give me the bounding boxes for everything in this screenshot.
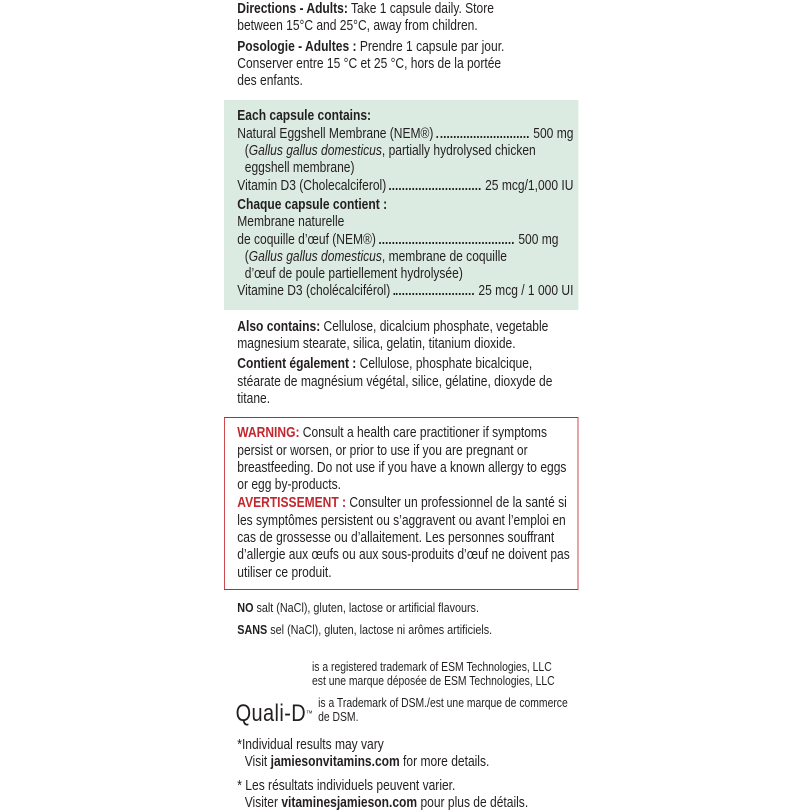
ingredient-amount: 25 mcg/1,000 IU (485, 177, 574, 194)
free-fr-label: SANS (237, 621, 268, 637)
footnote-en: *Individual results may vary (237, 736, 384, 753)
free-en-text: salt (NaCl), gluten, lactose or artificial flavours. (256, 599, 479, 615)
label-panel (224, 0, 578, 812)
quali-d-logo-text: Quali-D (235, 699, 307, 727)
directions-en-label: Directions - Adults: (237, 1, 348, 17)
also-en-text: Cellulose, dicalcium phosphate, vegetable magnesium stearate, silica, gelatin, titanium dioxide. (237, 318, 549, 353)
ingredient-source: (Gallus gallus domesticus, membrane de coquille d’œuf de poule partiellement hydrolysée) (244, 248, 508, 283)
free-en-label: NO (237, 599, 254, 615)
also-fr-text: Cellulose, phosphate bicalcique, stéarate de magnésium végétal, silice, gélatine, dioxyde de titane. (237, 356, 553, 407)
quali-d-text: is a Trademark of DSM./est une marque de commerce de DSM. (318, 695, 568, 724)
ingredient-name: Vitamin D3 (Cholecalciferol) (237, 177, 387, 194)
more-text: for more details. (403, 754, 490, 771)
source-desc: , membrane de coquille d’œuf de poule partiellement hydrolysée) (244, 248, 508, 283)
ingredient-name: Vitamine D3 (cholécalciférol) (237, 283, 391, 300)
directions (224, 0, 578, 90)
warning-fr-text: Consulter un professionnel de la santé si les symptômes persistent ou s’aggravent ou avant l’emploi en cas de grossesse ou d’allaitement. Les personnes souffrant d’allergie aux œufs ou aux sous-produits d’œuf ne doivent pas utiliser ce produit. (237, 495, 570, 581)
directions-fr-label: Posologie - Adultes : (237, 38, 357, 55)
website-link-fr[interactable]: vitaminesjamieson.com (281, 794, 418, 811)
ingredient-row (237, 232, 573, 249)
warning-fr-label: AVERTISSEMENT : (237, 495, 347, 512)
visit-text: Visiter (244, 794, 278, 811)
quali-d-logo (236, 701, 313, 727)
ingredient-source: (Gallus gallus domesticus, partially hydrolysed chicken eggshell membrane) (244, 143, 536, 177)
footnotes (224, 737, 578, 812)
directions-fr-text: Prendre 1 capsule par jour. Conserver entre 15 °C et 25 °C, hors de la portée des enfants. (237, 38, 505, 90)
directions-en-text: Take 1 capsule daily. Store between 15°C and 25°C, away from children. (237, 1, 494, 35)
ingredient-amount: 500 mg (518, 231, 559, 248)
ingredient-name: Membrane naturelle (237, 214, 345, 231)
source-latin: Gallus gallus domesticus (248, 143, 382, 160)
visit-text: Visit (244, 754, 268, 771)
dot-leader (394, 293, 474, 295)
ingredient-row (237, 178, 573, 195)
ingredient-name: de coquille d’œuf (NEM®) (237, 231, 376, 248)
ingredient-row (237, 126, 573, 143)
website-link-en[interactable]: jamiesonvitamins.com (270, 754, 400, 771)
ingredients-box (224, 100, 578, 309)
dot-leader (437, 136, 529, 138)
also-en-label: Also contains: (237, 318, 321, 335)
free-fr-text: sel (NaCl), gluten, lactose ni arômes artificiels. (270, 621, 493, 637)
nem-trademark-en: is a registered trademark of ESM Technologies, LLC (311, 659, 552, 674)
ingredient-row (237, 283, 573, 300)
quali-d-trademark (224, 696, 578, 727)
free-from (224, 599, 578, 638)
ingredients-en-heading: Each capsule contains: (237, 108, 372, 125)
ingredient-name: Natural Eggshell Membrane (NEM®) (237, 125, 434, 142)
nem-trademark (224, 660, 578, 688)
ingredient-amount: 500 mg (533, 125, 574, 142)
warning-en-label: WARNING: (237, 425, 300, 442)
source-desc: , partially hydrolysed chicken eggshell membrane) (244, 143, 536, 177)
source-latin: Gallus gallus domesticus (248, 248, 382, 265)
also-fr-label: Contient également : (237, 356, 357, 373)
warning-en-text: Consult a health care practitioner if symptoms persist or worsen, or prior to use if you are pregnant or breastfeeding. Do not use if you have a known allergy to eggs or egg by-products. (237, 425, 567, 494)
tm-mark: ™ (306, 708, 314, 718)
dot-leader (379, 242, 513, 244)
more-text: pour plus de détails. (420, 794, 529, 811)
nem-trademark-fr: est une marque déposée de ESM Technologies, LLC (311, 673, 555, 688)
footnote-fr: * Les résultats individuels peuvent varier. (237, 777, 456, 794)
dot-leader (390, 188, 481, 190)
ingredients-fr-heading: Chaque capsule contient : (237, 196, 388, 213)
warning-box (224, 417, 578, 590)
also-contains (224, 319, 578, 408)
ingredient-amount: 25 mcg / 1 000 UI (478, 283, 574, 300)
